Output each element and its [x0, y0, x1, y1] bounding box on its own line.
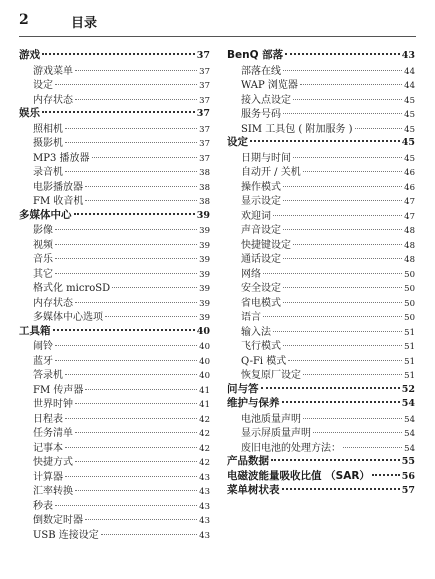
toc-section-entry[interactable] [19, 207, 210, 222]
dot-leader [55, 360, 197, 361]
toc-entry-page-number: 42 [199, 443, 210, 454]
dot-leader [55, 84, 197, 85]
dot-leader [263, 316, 402, 317]
toc-entry-label: 省电模式 [241, 297, 281, 309]
toc-entry-page-number: 38 [199, 182, 210, 193]
toc-entry[interactable] [19, 265, 210, 280]
toc-entry-page-number: 47 [404, 197, 415, 207]
toc-entry-label: 倒数定时器 [33, 515, 83, 526]
toc-entry-page-number: 54 [404, 414, 415, 425]
toc-entry-page-number: 39 [199, 284, 210, 294]
toc-entry[interactable] [19, 279, 210, 294]
toc-entry-page-number: 52 [401, 383, 415, 395]
toc-entry[interactable] [227, 76, 415, 91]
dot-leader [65, 171, 197, 172]
dot-leader [303, 171, 402, 172]
toc-entry-page-number: 38 [199, 168, 210, 178]
toc-entry-label: 电磁波能量吸收比值 （SAR） [227, 469, 370, 482]
toc-entry-page-number: 37 [199, 66, 210, 77]
dot-leader [75, 490, 197, 491]
toc-entry-label: 记事本 [33, 442, 63, 454]
dot-leader [283, 258, 402, 259]
toc-section-entry[interactable] [227, 381, 415, 396]
toc-entry-page-number: 48 [404, 240, 415, 251]
dot-leader [250, 140, 400, 142]
toc-entry-label: MP3 播放器 [33, 152, 90, 164]
toc-entry-label: 影像 [33, 225, 53, 236]
dot-leader [92, 157, 198, 158]
toc-entry-label: 日程表 [33, 413, 63, 425]
toc-entry[interactable] [227, 163, 415, 178]
toc-entry-label: 摄影机 [33, 138, 63, 149]
toc-entry-label: 世界时钟 [33, 399, 73, 410]
toc-entry[interactable] [227, 62, 415, 77]
dot-leader [55, 229, 197, 230]
dot-leader [53, 329, 195, 331]
toc-entry-label: BenQ 部落 [227, 49, 284, 61]
toc-entry[interactable] [227, 250, 415, 265]
toc-entry-label: 恢复原厂设定 [241, 370, 301, 381]
toc-entry-page-number: 51 [404, 327, 415, 338]
toc-entry[interactable] [19, 178, 210, 193]
toc-entry-label: 问与答 [227, 382, 259, 395]
dot-leader [300, 84, 402, 85]
toc-entry-label: 日期与时间 [241, 152, 291, 164]
dot-leader [65, 447, 197, 448]
toc-entry-label: 内存状态 [33, 297, 73, 309]
dot-leader [303, 374, 402, 375]
toc-entry-label: 多媒体中心 [19, 208, 72, 221]
dot-leader [355, 128, 403, 129]
toc-entry-page-number: 37 [199, 95, 210, 106]
toc-entry[interactable] [19, 149, 210, 164]
toc-entry-label: 娱乐 [19, 107, 40, 119]
toc-entry-label: 工具箱 [19, 324, 51, 337]
toc-entry-label: 多媒体中心选项 [33, 312, 103, 323]
toc-entry-page-number: 45 [404, 153, 415, 164]
toc-entry-page-number: 45 [401, 137, 415, 148]
dot-leader [261, 387, 400, 389]
dot-leader [42, 111, 195, 113]
dot-leader [285, 53, 400, 55]
toc-entry-page-number: 43 [199, 530, 210, 541]
toc-entry[interactable] [227, 192, 415, 207]
dot-leader [293, 157, 402, 158]
toc-entry-label: 其它 [33, 268, 53, 280]
toc-entry-label: 内存状态 [33, 94, 73, 106]
dot-leader [75, 70, 197, 71]
toc-left-column [19, 47, 210, 540]
toc-entry-label: 格式化 microSD [33, 283, 111, 294]
toc-entry-page-number: 43 [199, 472, 210, 483]
dot-leader [55, 345, 197, 346]
toc-entry-label: 录音机 [33, 167, 63, 178]
toc-entry[interactable] [19, 453, 210, 468]
toc-entry[interactable] [19, 468, 210, 483]
toc-section-entry[interactable] [227, 47, 415, 62]
toc-entry-page-number: 56 [401, 470, 415, 482]
toc-entry-label: 快捷方式 [33, 457, 73, 468]
dot-leader [282, 401, 400, 403]
toc-entry-label: 接入点设定 [241, 94, 291, 106]
dot-leader [85, 200, 197, 201]
dot-leader [65, 374, 197, 375]
toc-section-entry[interactable] [19, 323, 210, 338]
dot-leader [65, 128, 197, 129]
toc-entry-label: 部落在线 [241, 65, 281, 77]
toc-entry[interactable] [19, 526, 210, 541]
dot-leader [101, 534, 197, 535]
toc-entry[interactable] [227, 366, 415, 381]
toc-entry-label: 通话设定 [241, 254, 281, 265]
toc-entry[interactable] [19, 511, 210, 526]
toc-entry[interactable] [19, 381, 210, 396]
toc-entry-page-number: 42 [199, 414, 210, 425]
toc-entry-label: 电影播放器 [33, 181, 83, 193]
toc-entry-label: 维护与保养 [227, 397, 280, 409]
toc-entry[interactable] [19, 163, 210, 178]
toc-entry-page-number: 46 [404, 168, 415, 178]
toc-entry-label: 视频 [33, 239, 53, 251]
toc-entry-page-number: 39 [199, 313, 210, 323]
toc-entry[interactable] [227, 279, 415, 294]
toc-entry-label: 设定 [33, 80, 53, 91]
toc-entry[interactable] [19, 76, 210, 91]
dot-leader [293, 244, 402, 245]
toc-entry-label: 声音设定 [241, 225, 281, 236]
toc-entry[interactable] [227, 352, 415, 367]
page-header [0, 0, 435, 40]
toc-entry-page-number: 37 [199, 139, 210, 149]
page-title: 目录 [71, 16, 98, 31]
toc-entry[interactable] [227, 105, 415, 120]
toc-entry-page-number: 44 [404, 66, 415, 77]
dot-leader [293, 99, 402, 100]
toc-entry[interactable] [19, 482, 210, 497]
toc-entry[interactable] [227, 120, 415, 135]
toc-entry[interactable] [19, 250, 210, 265]
toc-entry-page-number: 43 [199, 487, 210, 497]
toc-entry-page-number: 44 [404, 81, 415, 91]
toc-entry-page-number: 51 [404, 371, 415, 381]
toc-entry-label: 网络 [241, 268, 261, 280]
toc-entry-label: 答录机 [33, 370, 63, 381]
toc-entry-label: 秒表 [33, 500, 53, 512]
toc-section-entry[interactable] [19, 105, 210, 120]
toc-entry[interactable] [19, 424, 210, 439]
dot-leader [42, 53, 195, 55]
dot-leader [85, 186, 197, 187]
toc-entry-page-number: 40 [199, 371, 210, 381]
dot-leader [112, 287, 197, 288]
toc-entry-page-number: 43 [199, 501, 210, 512]
toc-entry-page-number: 45 [404, 124, 415, 135]
toc-entry-page-number: 43 [199, 516, 210, 526]
toc-entry-page-number: 47 [404, 211, 415, 222]
toc-entry-label: 操作模式 [241, 181, 281, 193]
toc-entry-page-number: 54 [401, 398, 415, 409]
toc-entry[interactable] [227, 308, 415, 323]
toc-entry-page-number: 39 [196, 209, 210, 221]
dot-leader [263, 273, 402, 274]
toc-entry[interactable] [19, 308, 210, 323]
toc-entry-label: 任务清单 [33, 428, 73, 439]
dot-leader [372, 474, 400, 476]
toc-entry-label: 电池质量声明 [241, 413, 301, 425]
dot-leader [303, 418, 402, 419]
toc-entry-page-number: 37 [199, 81, 210, 91]
toc-entry-label: 蓝牙 [33, 355, 53, 367]
toc-entry-page-number: 48 [404, 226, 415, 236]
page-number: 2 [19, 12, 29, 28]
toc-section-entry[interactable] [19, 47, 210, 62]
toc-entry[interactable] [19, 497, 210, 512]
dot-leader [55, 273, 197, 274]
toc-entry-label: SIM 工具包 ( 附加服务 ) [241, 123, 353, 135]
toc-entry-page-number: 45 [404, 110, 415, 120]
toc-entry-label: 设定 [227, 136, 248, 148]
toc-entry[interactable] [227, 207, 415, 222]
toc-entry-label: 飞行模式 [241, 341, 281, 352]
dot-leader [283, 70, 402, 71]
toc-entry-page-number: 54 [404, 429, 415, 439]
toc-entry-label: USB 连接设定 [33, 529, 99, 541]
dot-leader [288, 360, 402, 361]
toc-entry-page-number: 39 [199, 255, 210, 265]
dot-leader [343, 447, 402, 448]
toc-entry-page-number: 40 [196, 325, 210, 337]
dot-leader [105, 316, 197, 317]
toc-entry-label: Q-Fi 模式 [241, 355, 287, 367]
dot-leader [313, 432, 402, 433]
toc-entry-label: 游戏菜单 [33, 65, 73, 77]
toc-entry-page-number: 50 [404, 313, 415, 323]
dot-leader [273, 215, 402, 216]
toc-entry[interactable] [227, 424, 415, 439]
toc-entry-label: 安全设定 [241, 283, 281, 294]
toc-entry[interactable] [19, 294, 210, 309]
dot-leader [85, 519, 197, 520]
toc-entry[interactable] [227, 294, 415, 309]
dot-leader [273, 331, 402, 332]
toc-entry-label: 汇率转换 [33, 486, 73, 497]
toc-entry-page-number: 50 [404, 284, 415, 294]
toc-entry-page-number: 42 [199, 458, 210, 468]
toc-entry-page-number: 38 [199, 197, 210, 207]
dot-leader [65, 476, 197, 477]
toc-entry-label: 输入法 [241, 326, 271, 338]
toc-entry[interactable] [19, 410, 210, 425]
toc-section-entry[interactable] [227, 468, 415, 483]
dot-leader [75, 99, 197, 100]
toc-entry-label: 音乐 [33, 254, 53, 265]
toc-entry[interactable] [19, 120, 210, 135]
toc-entry[interactable] [19, 236, 210, 251]
toc-entry-label: 欢迎词 [241, 210, 271, 222]
toc-entry-label: 游戏 [19, 49, 40, 61]
dot-leader [75, 302, 197, 303]
dot-leader [75, 432, 197, 433]
toc-entry[interactable] [227, 265, 415, 280]
toc-entry-page-number: 50 [404, 298, 415, 309]
toc-entry-page-number: 40 [199, 356, 210, 367]
dot-leader [75, 403, 197, 404]
toc-entry-page-number: 51 [404, 342, 415, 352]
toc-entry-label: 显示屏质量声明 [241, 428, 311, 439]
toc-entry[interactable] [19, 91, 210, 106]
toc-entry-page-number: 40 [199, 342, 210, 352]
toc-entry[interactable] [227, 410, 415, 425]
toc-entry[interactable] [227, 91, 415, 106]
dot-leader [55, 244, 197, 245]
toc-entry[interactable] [19, 134, 210, 149]
toc-entry-page-number: 55 [401, 456, 415, 467]
toc-entry-label: 快捷键设定 [241, 239, 291, 251]
toc-entry-label: 服务号码 [241, 109, 281, 120]
toc-entry[interactable] [227, 439, 415, 454]
dot-leader [283, 287, 402, 288]
toc-entry-label: FM 收音机 [33, 196, 84, 207]
toc-entry[interactable] [227, 178, 415, 193]
toc-entry[interactable] [19, 395, 210, 410]
toc-entry-page-number: 57 [401, 485, 415, 496]
toc-section-entry[interactable] [227, 453, 415, 468]
toc-entry-page-number: 45 [404, 95, 415, 106]
dot-leader [283, 229, 402, 230]
dot-leader [55, 258, 197, 259]
toc-entry-page-number: 39 [199, 226, 210, 236]
dot-leader [283, 113, 402, 114]
dot-leader [65, 418, 197, 419]
dot-leader [282, 488, 400, 490]
toc-entry-label: FM 传声器 [33, 384, 84, 396]
toc-entry-page-number: 41 [199, 385, 210, 396]
toc-entry[interactable] [227, 149, 415, 164]
toc-entry[interactable] [227, 236, 415, 251]
toc-entry-label: 计算器 [33, 471, 63, 483]
toc-entry-page-number: 51 [404, 356, 415, 367]
toc-entry-label: 自动开 / 关机 [241, 167, 301, 178]
toc-entry[interactable] [227, 323, 415, 338]
toc-entry-label: 菜单树状表 [227, 484, 280, 496]
toc-entry-label: WAP 浏览器 [241, 80, 298, 91]
toc-entry-page-number: 39 [199, 240, 210, 251]
toc-section-entry[interactable] [227, 482, 415, 497]
toc-entry[interactable] [19, 221, 210, 236]
toc-entry-label: 闹铃 [33, 341, 53, 352]
toc-entry-page-number: 42 [199, 429, 210, 439]
dot-leader [283, 345, 402, 346]
toc-entry-label: 照相机 [33, 123, 63, 135]
toc-entry-page-number: 54 [404, 443, 415, 454]
toc-entry-page-number: 43 [401, 50, 415, 61]
toc-entry[interactable] [19, 192, 210, 207]
toc-section-entry[interactable] [227, 395, 415, 410]
toc-right-column [227, 47, 415, 497]
toc-entry[interactable] [19, 352, 210, 367]
dot-leader [283, 302, 402, 303]
toc-entry[interactable] [19, 366, 210, 381]
toc-section-entry[interactable] [227, 134, 415, 149]
toc-entry-page-number: 48 [404, 255, 415, 265]
toc-entry-page-number: 50 [404, 269, 415, 280]
toc-entry-page-number: 37 [199, 124, 210, 135]
toc-entry-label: 产品数据 [227, 455, 269, 467]
toc-entry-label: 显示设定 [241, 196, 281, 207]
dot-leader [271, 459, 400, 461]
dot-leader [283, 186, 402, 187]
dot-leader [55, 505, 197, 506]
toc-entry-page-number: 37 [196, 50, 210, 61]
dot-leader [75, 461, 197, 462]
toc-entry[interactable] [227, 337, 415, 352]
toc-entry-page-number: 39 [199, 298, 210, 309]
dot-leader [283, 200, 402, 201]
header-rule [19, 36, 416, 37]
dot-leader [65, 142, 197, 143]
dot-leader [74, 213, 195, 215]
dot-leader [85, 389, 197, 390]
toc-entry-label: 语言 [241, 312, 261, 323]
toc-entry-label: 废旧电池的处理方法： [241, 442, 341, 454]
toc-entry[interactable] [227, 221, 415, 236]
toc-entry[interactable] [19, 337, 210, 352]
toc-entry[interactable] [19, 439, 210, 454]
toc-entry-page-number: 41 [199, 400, 210, 410]
toc-entry-page-number: 39 [199, 269, 210, 280]
toc-entry-page-number: 37 [199, 153, 210, 164]
toc-entry-page-number: 37 [196, 108, 210, 119]
toc-entry-page-number: 46 [404, 182, 415, 193]
toc-entry[interactable] [19, 62, 210, 77]
